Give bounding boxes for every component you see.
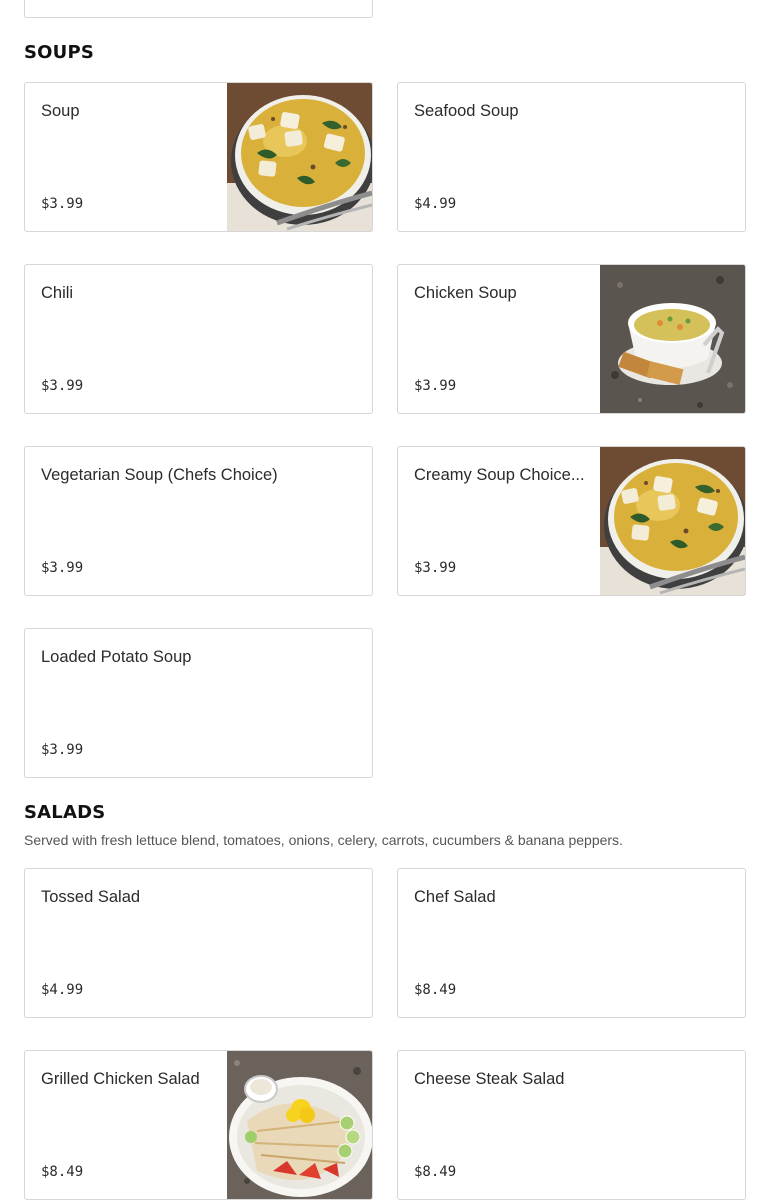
- menu-item-name: Vegetarian Soup (Chefs Choice): [41, 466, 278, 484]
- menu-item-name: Chef Salad: [414, 888, 496, 906]
- menu-item-name: Soup: [41, 102, 80, 120]
- menu-item-price: $8.49: [41, 1164, 84, 1180]
- menu-item-price: $4.99: [414, 196, 457, 212]
- menu-item-name: Cheese Steak Salad: [414, 1070, 565, 1088]
- menu-item-price: $3.99: [41, 196, 84, 212]
- menu-item-card[interactable]: [397, 446, 746, 596]
- menu-item-card[interactable]: [24, 868, 373, 1018]
- menu-item-price: $3.99: [414, 378, 457, 394]
- menu-item-card[interactable]: [24, 446, 373, 596]
- menu-item-price: $3.99: [41, 560, 84, 576]
- menu-item-card-previous[interactable]: [24, 0, 373, 18]
- menu-item-card[interactable]: [397, 1050, 746, 1200]
- menu-item-card[interactable]: [24, 82, 373, 232]
- section-title-salads: SALADS: [24, 802, 106, 823]
- menu-item-name: Chili: [41, 284, 74, 302]
- zuppa-toscana-photo: [227, 83, 372, 231]
- zuppa-toscana-photo: [600, 447, 745, 595]
- section-title-soups: SOUPS: [24, 42, 95, 63]
- section-description: Served with fresh lettuce blend, tomatoes, onions, celery, carrots, cucumbers & banana peppers.: [24, 832, 623, 848]
- menu-item-price: $4.99: [41, 982, 84, 998]
- menu-item-card[interactable]: [397, 868, 746, 1018]
- menu-item-price: $3.99: [41, 378, 84, 394]
- menu-item-card[interactable]: [24, 628, 373, 778]
- menu-item-name: Tossed Salad: [41, 888, 141, 906]
- menu-item-card[interactable]: [397, 82, 746, 232]
- menu-item-price: $8.49: [414, 982, 457, 998]
- menu-item-name: Creamy Soup Choice...: [414, 466, 585, 484]
- menu-item-name: Seafood Soup: [414, 102, 519, 120]
- menu-item-name: Loaded Potato Soup: [41, 648, 192, 666]
- menu-item-card[interactable]: [397, 264, 746, 414]
- menu-item-card[interactable]: [24, 1050, 373, 1200]
- menu-item-price: $8.49: [414, 1164, 457, 1180]
- menu-item-price: $3.99: [41, 742, 84, 758]
- menu-item-name: Grilled Chicken Salad: [41, 1070, 200, 1088]
- menu-item-price: $3.99: [414, 560, 457, 576]
- menu-item-card[interactable]: [24, 264, 373, 414]
- chicken-soup-photo: [600, 265, 745, 413]
- menu-item-name: Chicken Soup: [414, 284, 517, 302]
